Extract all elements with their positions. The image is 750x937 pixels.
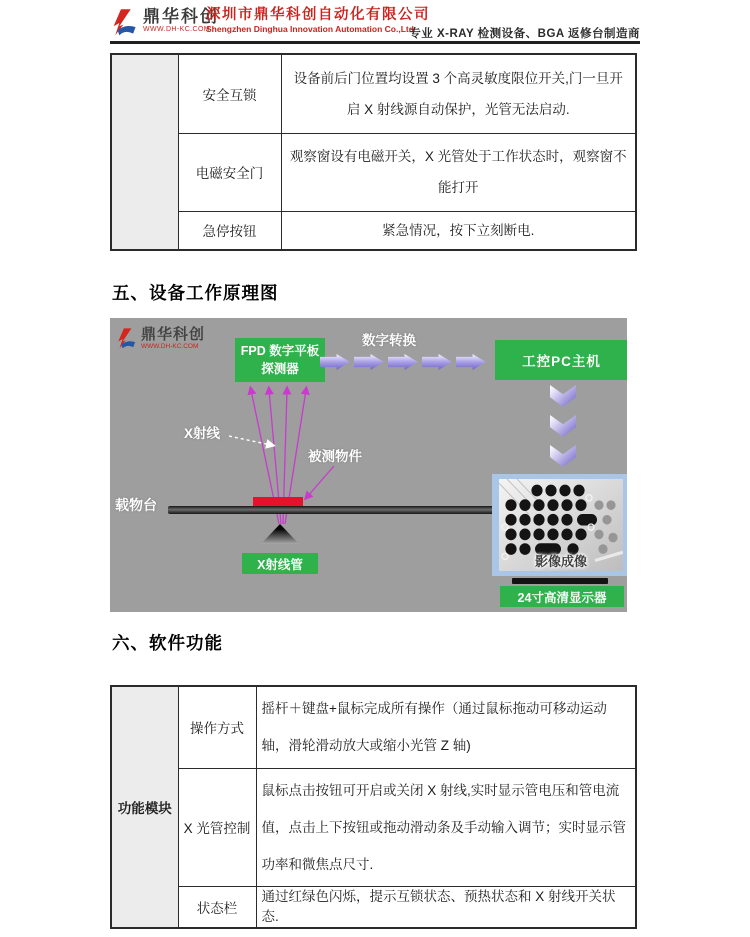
software-row-label: 操作方式 [178,686,256,768]
diagram-brand-name: 鼎华科创 [141,326,206,343]
table-row [111,54,636,133]
software-row-desc: 通过红绿色闪烁，提示互锁状态、预热状态和 X 射线开关状态. [256,886,636,928]
software-row-desc: 鼠标点击按钮可开启或关闭 X 射线,实时显示管电压和管电流值，点击上下按钮或拖动滑动条及手动输入调节；实时显示管功率和微焦点尺寸. [256,768,636,886]
safety-row-desc: 紧急情况，按下立刻断电. [281,211,636,250]
section-title-software: 六、软件功能 [112,633,223,653]
flow-arrow-right-icon [354,354,384,370]
industrial-pc-box: 工控PC主机 [495,340,627,380]
xray-tube-cone [261,524,299,544]
company-tagline: 专业 X-RAY 检测设备、BGA 返修台制造商 [409,28,640,40]
company-name-en: Shengzhen Dinghua Innovation Automation Co.,Ltd [206,24,414,35]
xray-image-screen [499,479,623,571]
xray-tube-box: X射线管 [242,553,318,574]
brand-block [112,8,219,38]
function-module-group-cell: 功能模块 [111,686,178,928]
section-title-principle: 五、设备工作原理图 [112,283,279,303]
flow-arrow-right-icon [422,354,452,370]
safety-row-label: 急停按钮 [178,211,281,250]
software-functions-table [110,685,637,929]
table-row [111,133,636,211]
flow-arrow-down-icon [550,445,576,467]
safety-row-desc: 观察窗设有电磁开关，X 光管处于工作状态时，观察窗不能打开 [281,133,636,211]
safety-features-table [110,53,637,251]
working-principle-diagram [110,318,627,612]
safety-row-label: 安全互锁 [178,54,281,133]
monitor-frame [492,474,627,576]
software-row-label: 状态栏 [178,886,256,928]
safety-row-desc: 设备前后门位置均设置 3 个高灵敏度限位开关,门一旦开启 X 射线源自动保护，光管无法启动. [281,54,636,133]
diagram-brand [117,327,205,356]
safety-row-label: 电磁安全门 [178,133,281,211]
software-row-desc: 摇杆＋键盘+鼠标完成所有操作（通过鼠标拖动可移动运动轴，滑轮滑动放大或缩小光管 Z 轴) [256,686,636,768]
company-name-cn: 深圳市鼎华科创自动化有限公司 [206,7,430,23]
tested-object [253,497,303,506]
brand-name: 鼎华科创 [143,7,219,26]
table-row [111,768,636,886]
flow-arrow-down-icon [550,385,576,407]
table-row [111,886,636,928]
stage-label: 载物台 [115,497,157,513]
flow-arrow-down-icon [550,415,576,437]
monitor-label-box: 24寸高清显示器 [500,586,624,607]
imaging-label: 影像成像 [534,554,587,569]
page-header [110,0,640,44]
xray-label: X射线 [184,426,221,441]
flow-arrow-right-icon [456,354,486,370]
brand-logo-icon [117,327,137,356]
flow-arrow-right-icon [388,354,418,370]
fpd-detector-box: FPD 数字平板探测器 [235,338,325,382]
object-label: 被测物件 [308,449,362,464]
software-row-label: X 光管控制 [178,768,256,886]
brand-logo-icon [112,8,138,38]
company-name-block [206,7,430,34]
table-row [111,686,636,768]
brand-website: WWW.DH-KC.COM [143,25,211,33]
monitor-stand [512,578,608,584]
table-row [111,211,636,250]
diagram-brand-site: WWW.DH-KC.COM [141,342,199,350]
digital-convert-label: 数字转换 [362,333,416,348]
safety-table-group-cell [111,54,178,250]
